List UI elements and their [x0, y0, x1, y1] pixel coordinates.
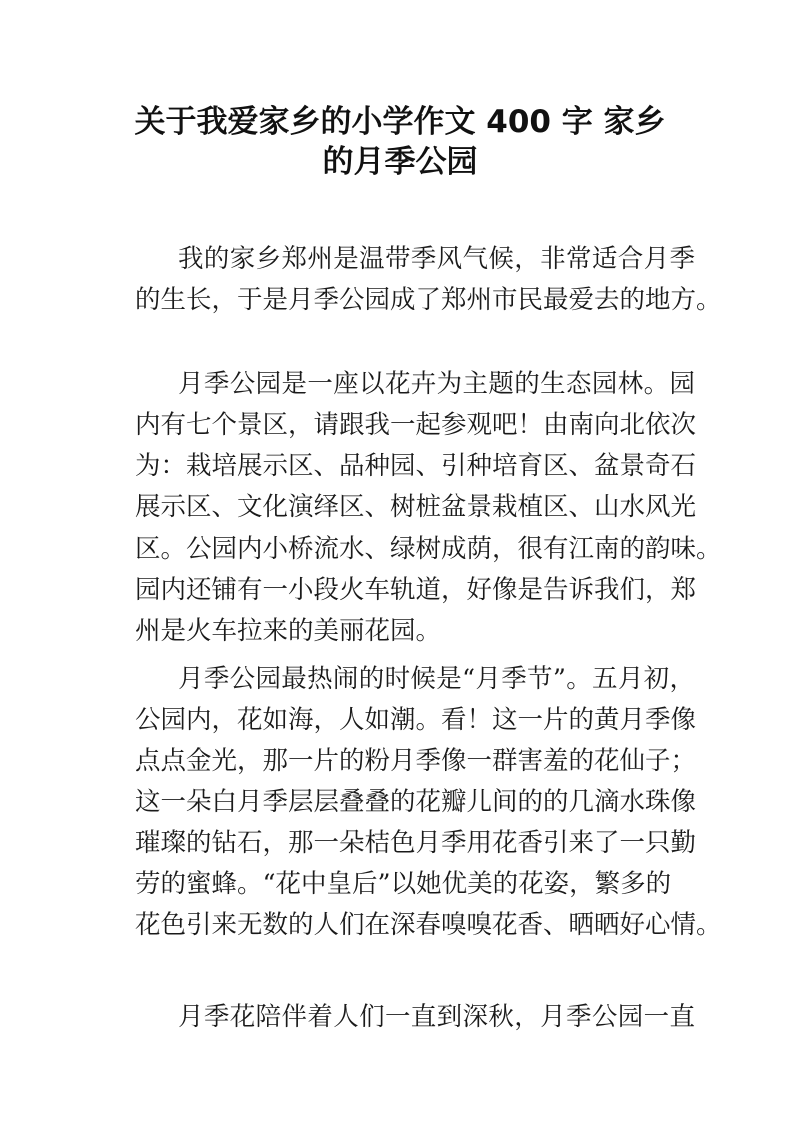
paragraph-3-line-7: 花色引来无数的人们在深春嗅嗅花香、晒晒好心情。: [135, 910, 722, 940]
paragraph-2-line-5: 区。公园内小桥流水、绿树成荫，很有江南的韵味。: [135, 534, 722, 564]
paragraph-2-line-6: 园内还铺有一小段火车轨道，好像是告诉我们，郑: [135, 575, 697, 605]
paragraph-2-line-7: 州是火车拉来的美丽花园。: [135, 616, 442, 646]
paragraph-3-line-5: 璀璨的钻石，那一朵桔色月季用花香引来了一只勤: [135, 828, 697, 858]
paragraph-2-line-1: 月季公园是一座以花卉为主题的生态园林。园: [178, 369, 695, 399]
paragraph-3-line-3: 点点金光，那一片的粉月季像一群害羞的花仙子；: [135, 746, 697, 776]
paragraph-2-line-2: 内有七个景区，请跟我一起参观吧！由南向北依次: [135, 410, 697, 440]
paragraph-3-line-1: 月季公园最热闹的时候是“月季节”。五月初，: [178, 664, 695, 694]
paragraph-1-line-1: 我的家乡郑州是温带季风气候，非常适合月季: [178, 244, 695, 274]
paragraph-3-line-4: 这一朵白月季层层叠叠的花瓣儿间的的几滴水珠像: [135, 787, 697, 817]
paragraph-4-line-1: 月季花陪伴着人们一直到深秋，月季公园一直: [178, 1002, 695, 1032]
document-title-line-1: 关于我爱家乡的小学作文 400 字 家乡: [134, 104, 666, 140]
document-title-line-2: 的月季公园: [322, 144, 478, 180]
paragraph-3-line-6: 劳的蜜蜂。“花中皇后”以她优美的花姿，繁多的: [135, 869, 672, 899]
paragraph-3-line-2: 公园内，花如海，人如潮。看！这一片的黄月季像: [135, 705, 697, 735]
paragraph-1-line-2: 的生长，于是月季公园成了郑州市民最爱去的地方。: [135, 285, 722, 315]
paragraph-2-line-3: 为：栽培展示区、品种园、引种培育区、盆景奇石: [135, 451, 697, 481]
paragraph-2-line-4: 展示区、文化演绎区、树桩盆景栽植区、山水风光: [135, 492, 697, 522]
